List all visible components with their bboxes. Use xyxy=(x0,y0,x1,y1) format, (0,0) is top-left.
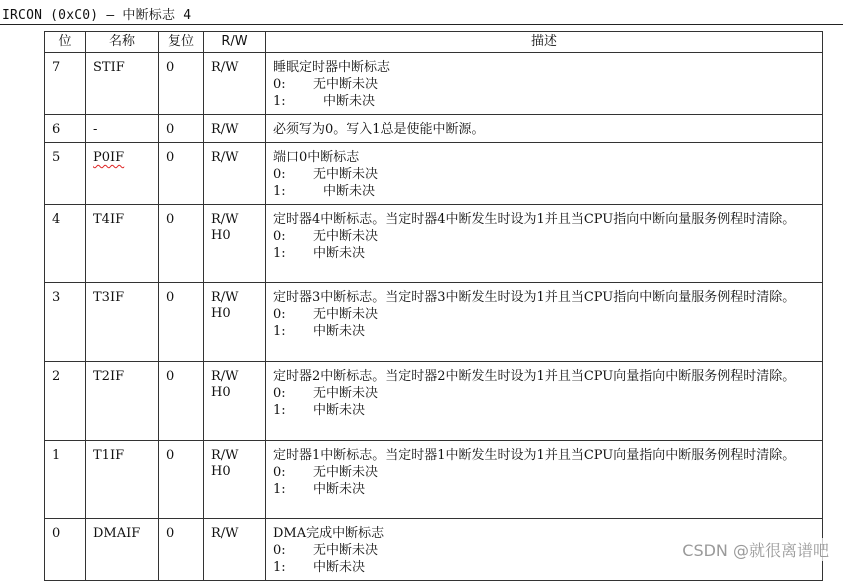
csdn-watermark: CSDN @就很离谱吧 xyxy=(682,538,829,561)
cell-rw xyxy=(204,519,266,581)
cell-bit: 7 xyxy=(45,53,86,115)
value-text: 中断未决 xyxy=(313,246,366,261)
cell-rw xyxy=(204,115,266,143)
cell-bit: 4 xyxy=(45,205,86,283)
value-1-line xyxy=(273,323,818,340)
value-0-line xyxy=(273,306,818,323)
header-bit: 位 xyxy=(45,32,86,53)
cell-rw xyxy=(204,441,266,519)
value-text: 无中断未决 xyxy=(313,307,379,322)
cell-name: DMAIF xyxy=(86,519,159,581)
header-rw: R/W xyxy=(204,32,266,53)
description-title: 定时器1中断标志。当定时器1中断发生时设为1并且当CPU向量指向中断服务例程时清除。 xyxy=(273,448,796,463)
table-row xyxy=(45,441,823,519)
cell-description xyxy=(266,115,823,143)
value-1-line xyxy=(273,559,818,576)
value-text: 无中断未决 xyxy=(313,229,379,244)
value-key: 1: xyxy=(273,403,286,418)
cell-description xyxy=(266,362,823,441)
description-title: 定时器2中断标志。当定时器2中断发生时设为1并且当CPU向量指向中断服务例程时清除。 xyxy=(273,369,796,384)
value-text: 无中断未决 xyxy=(313,77,379,92)
value-key: 0: xyxy=(273,77,286,92)
cell-reset: 0 xyxy=(159,362,204,441)
description-title: 睡眠定时器中断标志 xyxy=(273,60,391,75)
cell-rw xyxy=(204,143,266,205)
cell-bit: 3 xyxy=(45,283,86,362)
rw-access: R/W xyxy=(211,369,239,384)
cell-reset: 0 xyxy=(159,205,204,283)
cell-rw xyxy=(204,283,266,362)
register-heading: IRCON (0xC0) – 中断标志 4 xyxy=(2,8,192,23)
rw-access: R/W xyxy=(211,526,239,541)
cell-rw xyxy=(204,362,266,441)
cell-name: T1IF xyxy=(86,441,159,519)
value-key: 0: xyxy=(273,543,286,558)
value-text: 中断未决 xyxy=(323,184,376,199)
table-row xyxy=(45,115,823,143)
value-text: 中断未决 xyxy=(313,403,366,418)
cell-bit: 2 xyxy=(45,362,86,441)
cell-bit: 0 xyxy=(45,519,86,581)
rw-hardware-clear: H0 xyxy=(211,228,231,243)
cell-description xyxy=(266,143,823,205)
value-text: 无中断未决 xyxy=(313,465,379,480)
header-description: 描述 xyxy=(266,32,823,53)
cell-reset: 0 xyxy=(159,441,204,519)
rw-access: R/W xyxy=(211,60,239,75)
value-1-line xyxy=(273,183,818,200)
value-0-line xyxy=(273,76,818,93)
cell-name: - xyxy=(86,115,159,143)
rw-access: R/W xyxy=(211,212,239,227)
cell-reset: 0 xyxy=(159,115,204,143)
spellcheck-underlined-name: P0IF xyxy=(93,150,125,165)
description-title: 必须写为0。写入1总是使能中断源。 xyxy=(273,122,485,137)
rw-access: R/W xyxy=(211,122,239,137)
cell-name: STIF xyxy=(86,53,159,115)
cell-reset: 0 xyxy=(159,143,204,205)
register-bit-table xyxy=(44,31,823,581)
value-0-line xyxy=(273,464,818,481)
table-row xyxy=(45,53,823,115)
value-key: 0: xyxy=(273,386,286,401)
cell-reset: 0 xyxy=(159,53,204,115)
value-key: 0: xyxy=(273,167,286,182)
value-1-line xyxy=(273,93,818,110)
table-row xyxy=(45,362,823,441)
value-1-line xyxy=(273,245,818,262)
cell-bit: 1 xyxy=(45,441,86,519)
cell-rw xyxy=(204,53,266,115)
table-row xyxy=(45,143,823,205)
rw-hardware-clear: H0 xyxy=(211,385,231,400)
value-key: 0: xyxy=(273,229,286,244)
value-key: 1: xyxy=(273,560,286,575)
table-row xyxy=(45,283,823,362)
value-0-line xyxy=(273,385,818,402)
cell-description xyxy=(266,283,823,362)
rw-access: R/W xyxy=(211,150,239,165)
value-text: 中断未决 xyxy=(323,94,376,109)
cell-description xyxy=(266,53,823,115)
value-key: 0: xyxy=(273,307,286,322)
value-key: 1: xyxy=(273,324,286,339)
description-title: DMA完成中断标志 xyxy=(273,526,385,541)
cell-bit: 6 xyxy=(45,115,86,143)
cell-name: T3IF xyxy=(86,283,159,362)
value-text: 中断未决 xyxy=(313,482,366,497)
value-0-line xyxy=(273,166,818,183)
table-header-row xyxy=(45,32,823,53)
value-1-line xyxy=(273,481,818,498)
value-key: 0: xyxy=(273,465,286,480)
value-key: 1: xyxy=(273,94,286,109)
description-title: 端口0中断标志 xyxy=(273,150,360,165)
cell-bit: 5 xyxy=(45,143,86,205)
value-key: 1: xyxy=(273,482,286,497)
value-text: 无中断未决 xyxy=(313,543,379,558)
rw-access: R/W xyxy=(211,290,239,305)
heading-divider xyxy=(0,24,843,25)
rw-hardware-clear: H0 xyxy=(211,306,231,321)
value-key: 1: xyxy=(273,184,286,199)
cell-description xyxy=(266,205,823,283)
table-row xyxy=(45,205,823,283)
value-key: 1: xyxy=(273,246,286,261)
cell-reset: 0 xyxy=(159,283,204,362)
value-text: 中断未决 xyxy=(313,324,366,339)
value-text: 无中断未决 xyxy=(313,386,379,401)
cell-rw xyxy=(204,205,266,283)
value-0-line xyxy=(273,228,818,245)
cell-name: T2IF xyxy=(86,362,159,441)
cell-name xyxy=(86,143,159,205)
description-title: 定时器4中断标志。当定时器4中断发生时设为1并且当CPU指向中断向量服务例程时清除。 xyxy=(273,212,796,227)
cell-description xyxy=(266,441,823,519)
rw-hardware-clear: H0 xyxy=(211,464,231,479)
value-text: 中断未决 xyxy=(313,560,366,575)
cell-name: T4IF xyxy=(86,205,159,283)
header-name: 名称 xyxy=(86,32,159,53)
value-1-line xyxy=(273,402,818,419)
value-text: 无中断未决 xyxy=(313,167,379,182)
description-title: 定时器3中断标志。当定时器3中断发生时设为1并且当CPU指向中断向量服务例程时清除。 xyxy=(273,290,796,305)
cell-reset: 0 xyxy=(159,519,204,581)
header-reset: 复位 xyxy=(159,32,204,53)
rw-access: R/W xyxy=(211,448,239,463)
